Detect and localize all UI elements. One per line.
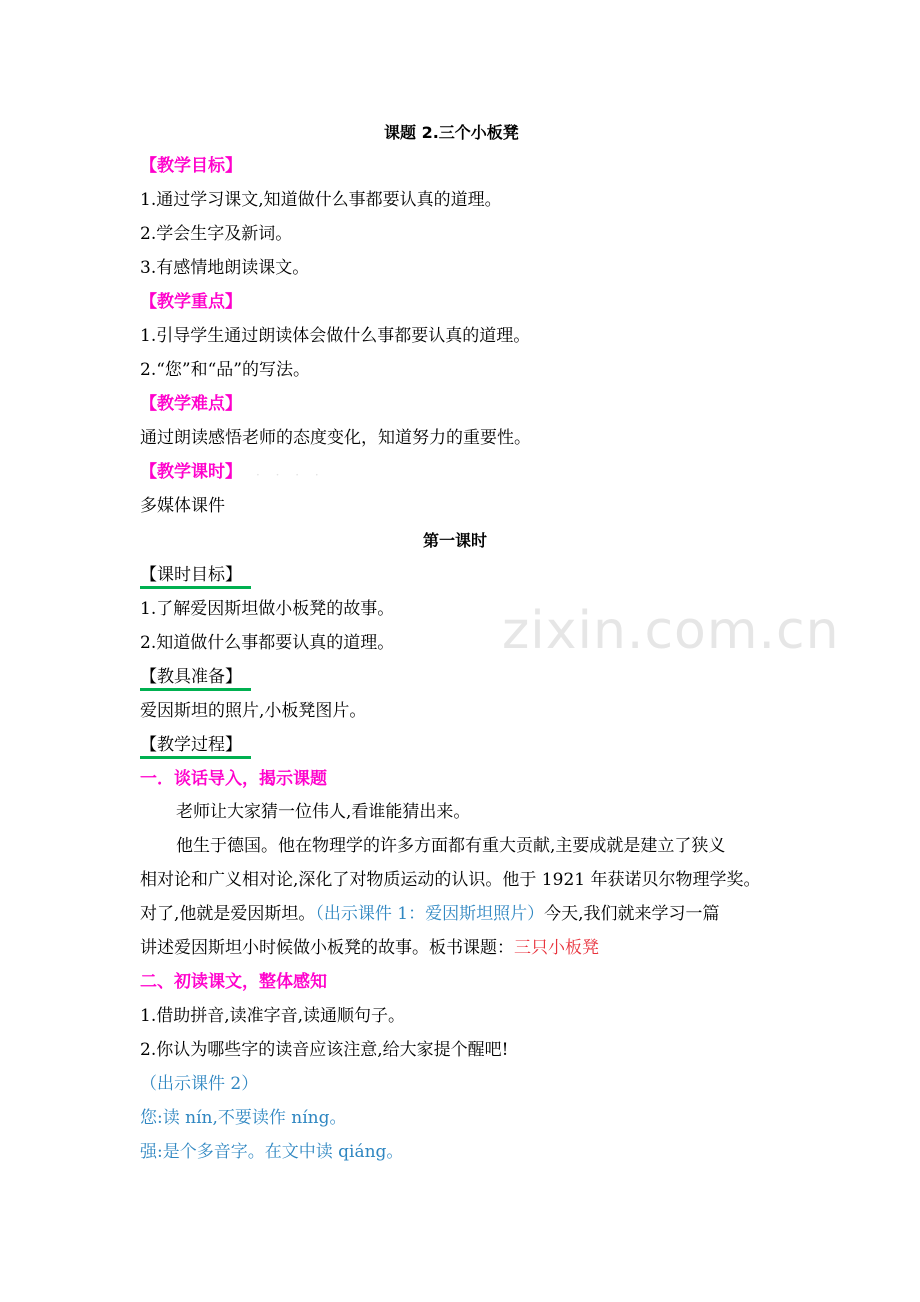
heading-underline xyxy=(140,586,251,589)
read-item: 2.你认为哪些字的读音应该注意,给大家提个醒吧! xyxy=(140,1040,509,1060)
lesson-heading: 第一课时 xyxy=(423,531,488,550)
heading-teaching-goals: 【教学目标】 xyxy=(140,156,242,176)
paragraph-line: 老师让大家猜一位伟人,看谁能猜出来。 xyxy=(176,802,471,822)
watermark: zixin.com.cn xyxy=(502,601,840,661)
focus-item: 1.引导学生通过朗读体会做什么事都要认真的道理。 xyxy=(140,326,531,346)
paragraph-line: 相对论和广义相对论,深化了对物质运动的认识。他于 1921 年获诺贝尔物理学奖。 xyxy=(140,870,761,890)
section-heading: 一．谈话导入，揭示课题 xyxy=(140,769,327,789)
heading-teaching-difficulty: 【教学难点】 xyxy=(140,394,242,414)
courseware-note: （出示课件 1：爱因斯坦照片） xyxy=(315,904,545,924)
heading-prep xyxy=(140,666,242,688)
heading-prep-label: 【教具准备】 xyxy=(140,667,242,687)
paragraph-text: 讲述爱因斯坦小时候做小板凳的故事。板书课题： xyxy=(140,938,514,958)
page-title: 课题 2.三个小板凳 xyxy=(384,123,519,142)
hours-text: 多媒体课件 xyxy=(140,496,225,516)
heading-teaching-focus: 【教学重点】 xyxy=(140,292,242,312)
faint-mark: · · · · xyxy=(256,468,325,482)
lesson-goal-item: 1.了解爱因斯坦做小板凳的故事。 xyxy=(140,599,395,619)
heading-teaching-hours: 【教学课时】 xyxy=(140,462,242,482)
goal-item: 3.有感情地朗读课文。 xyxy=(140,258,310,278)
prep-text: 爱因斯坦的照片,小板凳图片。 xyxy=(140,701,367,721)
section-heading: 二、初读课文，整体感知 xyxy=(140,972,327,992)
heading-lesson-goals xyxy=(140,564,242,586)
paragraph-line xyxy=(140,903,720,925)
pronunciation-note: 强:是个多音字。在文中读 qiáng。 xyxy=(140,1142,404,1162)
goal-item: 2.学会生字及新词。 xyxy=(140,224,293,244)
heading-process-label: 【教学过程】 xyxy=(140,735,242,755)
read-item: 1.借助拼音,读准字音,读通顺句子。 xyxy=(140,1006,406,1026)
board-title: 三只小板凳 xyxy=(514,938,599,958)
paragraph-text: 对了,他就是爱因斯坦。 xyxy=(140,904,316,924)
heading-lesson-goals-label: 【课时目标】 xyxy=(140,565,242,585)
heading-process xyxy=(140,734,242,756)
paragraph-text: 今天,我们就来学习一篇 xyxy=(544,904,720,924)
heading-underline xyxy=(140,756,251,759)
focus-item: 2.“您”和“品”的写法。 xyxy=(140,360,310,380)
pronunciation-note: 您:读 nín,不要读作 níng。 xyxy=(140,1108,347,1128)
courseware-note: （出示课件 2） xyxy=(140,1074,259,1094)
paragraph-line xyxy=(140,937,599,959)
difficulty-text: 通过朗读感悟老师的态度变化，知道努力的重要性。 xyxy=(140,428,531,448)
lesson-goal-item: 2.知道做什么事都要认真的道理。 xyxy=(140,633,395,653)
paragraph-line: 他生于德国。他在物理学的许多方面都有重大贡献,主要成就是建立了狭义 xyxy=(176,836,726,856)
heading-underline xyxy=(140,688,251,691)
goal-item: 1.通过学习课文,知道做什么事都要认真的道理。 xyxy=(140,190,502,210)
